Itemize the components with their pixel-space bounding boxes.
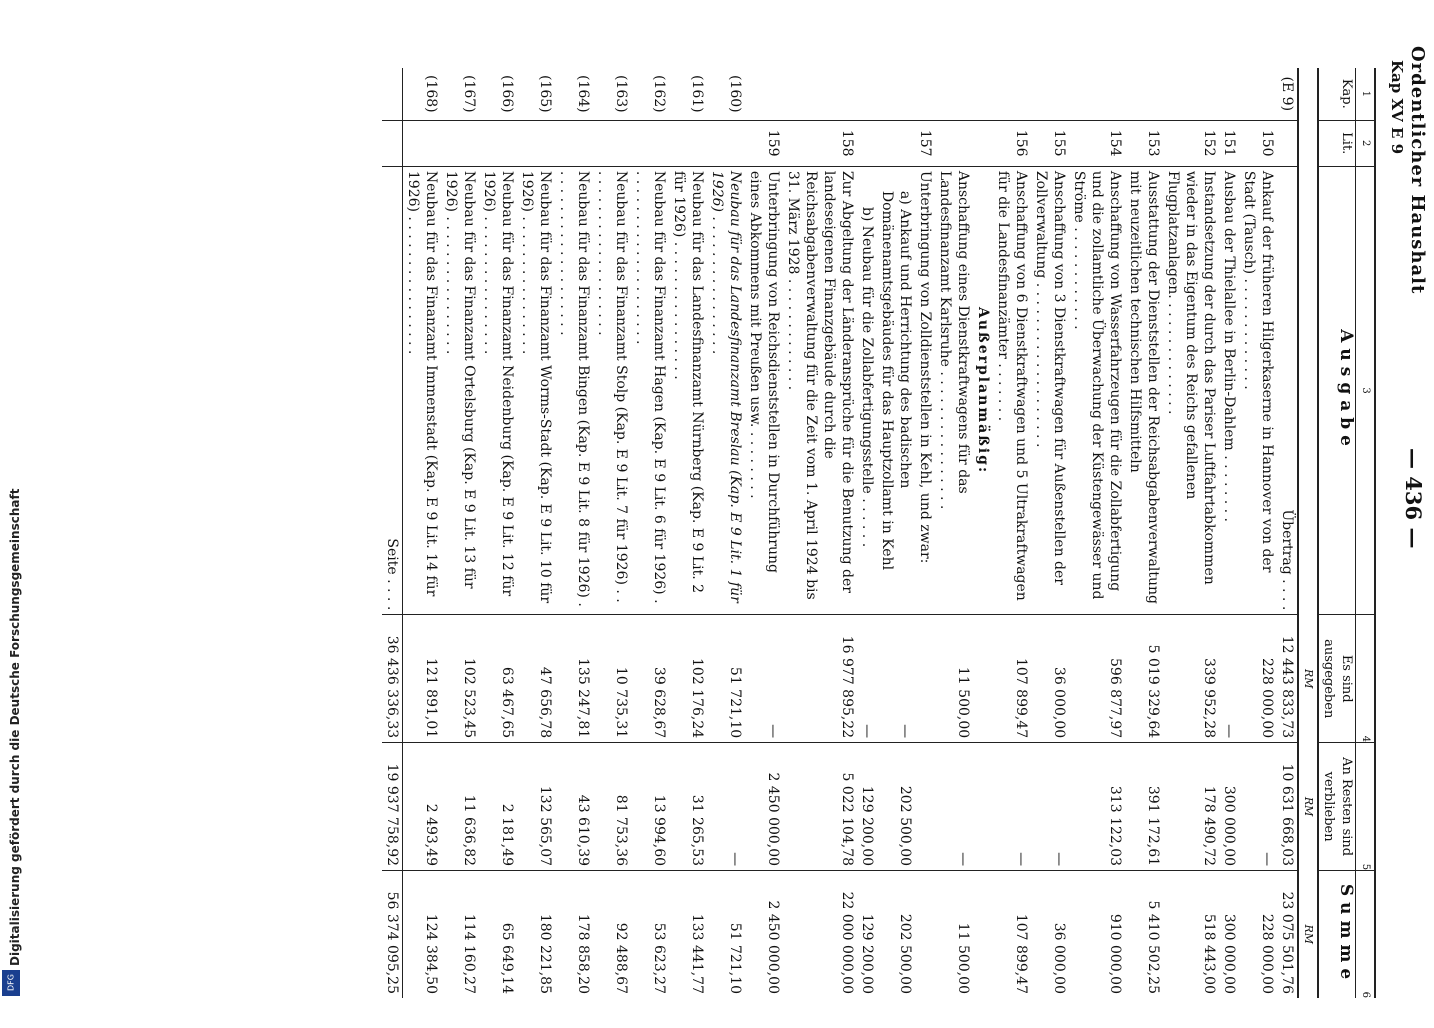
unit-label: RM xyxy=(1298,871,1318,998)
row-resten: 81 753,36 xyxy=(593,743,631,871)
row-kap xyxy=(915,68,935,120)
row-ausgegeben xyxy=(915,615,935,743)
row-ausgegeben: — xyxy=(857,615,877,743)
row-text: Ausstattung der Dienststellen der Reichsabgabenverwaltung mit neuzeitlichen technischen Hilfsmitteln xyxy=(1125,166,1163,614)
row-lit xyxy=(555,120,593,166)
row-resten: — xyxy=(993,743,1031,871)
row-summe: 23 075 501,76 xyxy=(1277,871,1298,998)
row-resten xyxy=(973,743,993,871)
table-row xyxy=(593,68,631,998)
row-resten: 5 022 104,78 xyxy=(783,743,857,871)
table-row xyxy=(877,68,915,998)
col-number-3: 3 xyxy=(1356,166,1376,614)
row-lit xyxy=(441,120,479,166)
row-text: Instandsetzung der durch das Pariser Luftfahrtabkommen wieder in das Eigentum des Reichs gefallenen Flugplatzanlagen. . . . . . . . . . . . . . xyxy=(1163,166,1219,614)
total-ausgegeben: 36 436 336,33 xyxy=(382,615,403,743)
row-kap: (164) xyxy=(575,74,591,113)
col-number-1: 1 xyxy=(1356,68,1376,120)
row-kap xyxy=(973,68,993,120)
dfg-logo: DFG xyxy=(2,970,20,996)
row-text: Neubau für das Landesfinanzamt Breslau (Kap. E 9 Lit. 1 für 1926) . . . . . . . . . . . . . . . . xyxy=(707,166,745,614)
row-summe: 133 441,77 xyxy=(669,871,707,998)
row-lit xyxy=(631,120,669,166)
row-kap xyxy=(935,68,973,120)
row-text: Anschaffung von 6 Dienstkraftwagen und 5 Ultrakraftwagen für die Landesfinanzämter . . . . . . . xyxy=(993,166,1031,614)
table-row xyxy=(669,68,707,998)
row-summe: 2 450 000,00 xyxy=(745,871,783,998)
row-kap: (162) xyxy=(651,74,667,113)
row-resten: 313 122,03 xyxy=(1069,743,1125,871)
row-summe: 53 623,27 xyxy=(631,871,669,998)
row-summe: 300 000,00 xyxy=(1219,871,1239,998)
row-summe: 11 500,00 xyxy=(935,871,973,998)
unit-label: RM xyxy=(1298,743,1318,871)
row-ausgegeben: 102 176,24 xyxy=(669,615,707,743)
row-ausgegeben xyxy=(973,615,993,743)
row-lit: 150 xyxy=(1239,120,1277,166)
table-row xyxy=(935,68,973,998)
table-row xyxy=(707,68,745,998)
row-text: Neubau für das Finanzamt Stolp (Kap. E 9 Lit. 7 für 1926) . . . . . . . . . . . . . . . . . . . . . xyxy=(593,166,631,614)
table-row xyxy=(479,68,517,998)
row-text: Unterbringung von Reichsdienststellen in Durchführung eines Abkommens mit Preußen usw. . . . . . . . . xyxy=(745,166,783,614)
row-lit: 151 xyxy=(1219,120,1239,166)
row-kap xyxy=(993,68,1031,120)
row-kap xyxy=(1125,68,1163,120)
row-summe: 22 000 000,00 xyxy=(783,871,857,998)
row-lit xyxy=(973,120,993,166)
row-text: Neubau für das Finanzamt Neidenburg (Kap. E 9 Lit. 12 für 1926) . . . . . . . . . . . . . . . . xyxy=(479,166,517,614)
row-kap: (E 9) xyxy=(1279,76,1295,112)
col-number-6: 6 xyxy=(1356,871,1376,998)
row-summe xyxy=(915,871,935,998)
row-text: Neubau für das Finanzamt Immenstadt (Kap. E 9 Lit. 14 für 1926) . . . . . . . . . . . . . . . . xyxy=(403,166,442,614)
row-ausgegeben: 36 000,00 xyxy=(1031,615,1069,743)
total-row xyxy=(382,68,403,998)
row-resten: 10 631 668,03 xyxy=(1277,743,1298,871)
row-summe: 129 200,00 xyxy=(857,871,877,998)
row-resten: 2 450 000,00 xyxy=(745,743,783,871)
row-ausgegeben: — xyxy=(877,615,915,743)
col-number-4: 4 xyxy=(1356,615,1376,743)
row-ausgegeben: 51 721,10 xyxy=(707,615,745,743)
row-summe: 124 384,50 xyxy=(403,871,442,998)
table-row xyxy=(1069,68,1125,998)
row-text: Zur Abgeltung der Länderansprüche für die Benutzung der landeseigenen Finanzgebäude durch die Reichsabgabenverwaltung für die Zeit vom 1. April 1924 bis 31. März 1928 . . . . . . . . . . . . . xyxy=(783,166,857,614)
table-row xyxy=(441,68,479,998)
row-summe: 228 000,00 xyxy=(1239,871,1277,998)
row-text: Neubau für das Finanzamt Worms-Stadt (Kap. E 9 Lit. 10 für 1926) . . . . . . . . . . . . . . . . xyxy=(517,166,555,614)
row-lit: 157 xyxy=(915,120,935,166)
table-row xyxy=(993,68,1031,998)
row-lit xyxy=(935,120,973,166)
table-row xyxy=(783,68,857,998)
row-resten: 31 265,53 xyxy=(669,743,707,871)
row-ausgegeben: 16 977 895,22 xyxy=(783,615,857,743)
row-lit xyxy=(857,120,877,166)
row-ausgegeben: 5 019 329,64 xyxy=(1125,615,1163,743)
row-summe: 518 443,00 xyxy=(1163,871,1219,998)
row-summe: 65 649,14 xyxy=(479,871,517,998)
row-kap xyxy=(1163,68,1219,120)
row-ausgegeben: — xyxy=(1219,615,1239,743)
row-summe: 178 858,20 xyxy=(555,871,593,998)
row-summe: 92 488,67 xyxy=(593,871,631,998)
row-ausgegeben: 47 656,78 xyxy=(517,615,555,743)
row-summe: 202 500,00 xyxy=(877,871,915,998)
row-summe: 51 721,10 xyxy=(707,871,745,998)
total-resten: 19 937 758,92 xyxy=(382,743,403,871)
row-ausgegeben: 39 628,67 xyxy=(631,615,669,743)
row-kap: (165) xyxy=(537,74,553,113)
table-row xyxy=(1239,68,1277,998)
row-resten: 11 636,82 xyxy=(441,743,479,871)
row-text: Anschaffung von Wasserfahrzeugen für die Zollabfertigung und die zollamtliche Überwachung der Küstengewässer und Ströme . . . . . . . . . . . . xyxy=(1069,166,1125,614)
row-text: Unterbringung von Zolldienststellen in Kehl, und zwar: xyxy=(915,166,935,614)
row-ausgegeben: 107 899,47 xyxy=(993,615,1031,743)
row-text: Außerplanmäßig: xyxy=(973,166,993,614)
row-ausgegeben: 11 500,00 xyxy=(935,615,973,743)
row-lit xyxy=(1277,120,1298,166)
total-label: Seite . . . . xyxy=(382,166,403,614)
table-row xyxy=(1031,68,1069,998)
row-kap xyxy=(857,68,877,120)
table-row xyxy=(517,68,555,998)
table-row xyxy=(857,68,877,998)
header-ausgabe: Ausgabe xyxy=(1318,166,1356,614)
row-text: Neubau für das Landesfinanzamt Nürnberg (Kap. E 9 Lit. 2 für 1926) . . . . . . . . . . . . . . . . xyxy=(669,166,707,614)
row-text: Neubau für das Finanzamt Ortelsburg (Kap. E 9 Lit. 13 für 1926) . . . . . . . . . . . . . . . . xyxy=(441,166,479,614)
row-resten: 13 994,60 xyxy=(631,743,669,871)
row-resten: — xyxy=(707,743,745,871)
row-summe xyxy=(973,871,993,998)
page-title: Ordentlicher Haushalt xyxy=(1407,46,1428,295)
row-lit: 155 xyxy=(1031,120,1069,166)
row-kap: (161) xyxy=(689,74,705,113)
row-resten: 300 000,00 xyxy=(1219,743,1239,871)
col-number-5: 5 xyxy=(1356,743,1376,871)
header-kap: Kap. xyxy=(1318,68,1356,120)
row-summe: 910 000,00 xyxy=(1069,871,1125,998)
row-lit: 154 xyxy=(1069,120,1125,166)
table-row xyxy=(403,68,442,998)
row-ausgegeben: 10 735,31 xyxy=(593,615,631,743)
row-ausgegeben: 121 891,01 xyxy=(403,615,442,743)
row-ausgegeben: 339 952,28 xyxy=(1163,615,1219,743)
row-resten: 2 493,49 xyxy=(403,743,442,871)
header-lit: Lit. xyxy=(1318,120,1356,166)
col-number-2: 2 xyxy=(1356,120,1376,166)
row-lit xyxy=(403,120,442,166)
row-ausgegeben: 12 443 833,73 xyxy=(1277,615,1298,743)
row-summe: 36 000,00 xyxy=(1031,871,1069,998)
row-resten: 129 200,00 xyxy=(857,743,877,871)
row-resten: 391 172,61 xyxy=(1125,743,1163,871)
table-row xyxy=(1125,68,1163,998)
row-resten: — xyxy=(1031,743,1069,871)
row-lit: 153 xyxy=(1125,120,1163,166)
table-row xyxy=(631,68,669,998)
row-lit: 159 xyxy=(745,120,783,166)
table-row xyxy=(1163,68,1219,998)
row-kap: (163) xyxy=(613,74,629,113)
row-lit: 158 xyxy=(783,120,857,166)
row-text: Neubau für das Finanzamt Bingen (Kap. E 9 Lit. 8 für 1926) . . . . . . . . . . . . . . . . . . . . xyxy=(555,166,593,614)
row-kap xyxy=(1239,68,1277,120)
row-kap: (166) xyxy=(499,74,515,113)
table-row xyxy=(1219,68,1239,998)
row-lit xyxy=(707,120,745,166)
row-ausgegeben: 228 000,00 xyxy=(1239,615,1277,743)
row-text: Anschaffung von 3 Dienstkraftwagen für Außenstellen der Zollverwaltung . . . . . . . . . . . . . . . . . . . xyxy=(1031,166,1069,614)
row-ausgegeben: 135 247,81 xyxy=(555,615,593,743)
row-summe: 5 410 502,25 xyxy=(1125,871,1163,998)
row-resten: 178 490,72 xyxy=(1163,743,1219,871)
row-lit xyxy=(479,120,517,166)
row-kap: (160) xyxy=(727,74,743,113)
row-kap xyxy=(877,68,915,120)
table-row xyxy=(555,68,593,998)
row-kap: (167) xyxy=(461,74,477,113)
table-row xyxy=(1277,68,1298,998)
row-kap: (168) xyxy=(423,74,439,113)
row-ausgegeben: 102 523,45 xyxy=(441,615,479,743)
row-text: a) Ankauf und Herrichtung des badischen Domänenamtsgebäudes für das Hauptzollamt in Kehl xyxy=(877,166,915,614)
row-text: Neubau für das Finanzamt Hagen (Kap. E 9 Lit. 6 für 1926) . . . . . . . . . . . . . . . . . . . . . xyxy=(631,166,669,614)
unit-label: RM xyxy=(1298,615,1318,743)
budget-table xyxy=(382,68,1376,998)
row-ausgegeben: 596 877,97 xyxy=(1069,615,1125,743)
header-summe: Summe xyxy=(1318,871,1356,998)
row-lit: 156 xyxy=(993,120,1031,166)
row-text: Ausbau der Thielallee in Berlin-Dahlem . . . . . . . . xyxy=(1219,166,1239,614)
row-ausgegeben: 63 467,65 xyxy=(479,615,517,743)
rotated-page xyxy=(144,28,1434,1028)
row-resten: 132 565,07 xyxy=(517,743,555,871)
total-summe: 56 374 095,25 xyxy=(382,871,403,998)
header-resten: An Resten sind verblieben xyxy=(1318,743,1356,871)
row-resten: 202 500,00 xyxy=(877,743,915,871)
row-resten: — xyxy=(1239,743,1277,871)
page-subtitle: Kap XV E 9 xyxy=(1388,60,1406,155)
table-row xyxy=(973,68,993,998)
row-kap xyxy=(1069,68,1125,120)
row-summe: 114 160,27 xyxy=(441,871,479,998)
row-kap xyxy=(745,68,783,120)
row-summe: 180 221,85 xyxy=(517,871,555,998)
row-kap xyxy=(1219,68,1239,120)
funding-note: Digitalisierung gefördert durch die Deutsche Forschungsgemeinschaft xyxy=(8,488,22,966)
page-number: — 436 — xyxy=(1401,448,1426,549)
row-text: Ankauf der früheren Hilgerkaserne in Hannover von der Stadt (Tausch) . . . . . . . . . . . . . xyxy=(1239,166,1277,614)
row-resten xyxy=(915,743,935,871)
row-resten: 2 181,49 xyxy=(479,743,517,871)
row-text: Anschaffung eines Dienstkraftwagens für das Landesfinanzamt Karlsruhe . . . . . . . . . . . . . . . . xyxy=(935,166,973,614)
row-lit xyxy=(517,120,555,166)
row-kap xyxy=(1031,68,1069,120)
row-resten: — xyxy=(935,743,973,871)
row-kap xyxy=(783,68,857,120)
row-lit xyxy=(669,120,707,166)
row-lit: 152 xyxy=(1163,120,1219,166)
row-summe: 107 899,47 xyxy=(993,871,1031,998)
row-text: Übertrag . . . . xyxy=(1277,166,1298,614)
row-text: b) Neubau für die Zollabfertigungsstelle . . . . . . xyxy=(857,166,877,614)
table-row xyxy=(745,68,783,998)
row-lit xyxy=(593,120,631,166)
table-row xyxy=(915,68,935,998)
row-ausgegeben: — xyxy=(745,615,783,743)
row-resten: 43 610,39 xyxy=(555,743,593,871)
header-ausgegeben: Es sind ausgegeben xyxy=(1318,615,1356,743)
page-header xyxy=(1382,28,1434,1028)
row-lit xyxy=(877,120,915,166)
